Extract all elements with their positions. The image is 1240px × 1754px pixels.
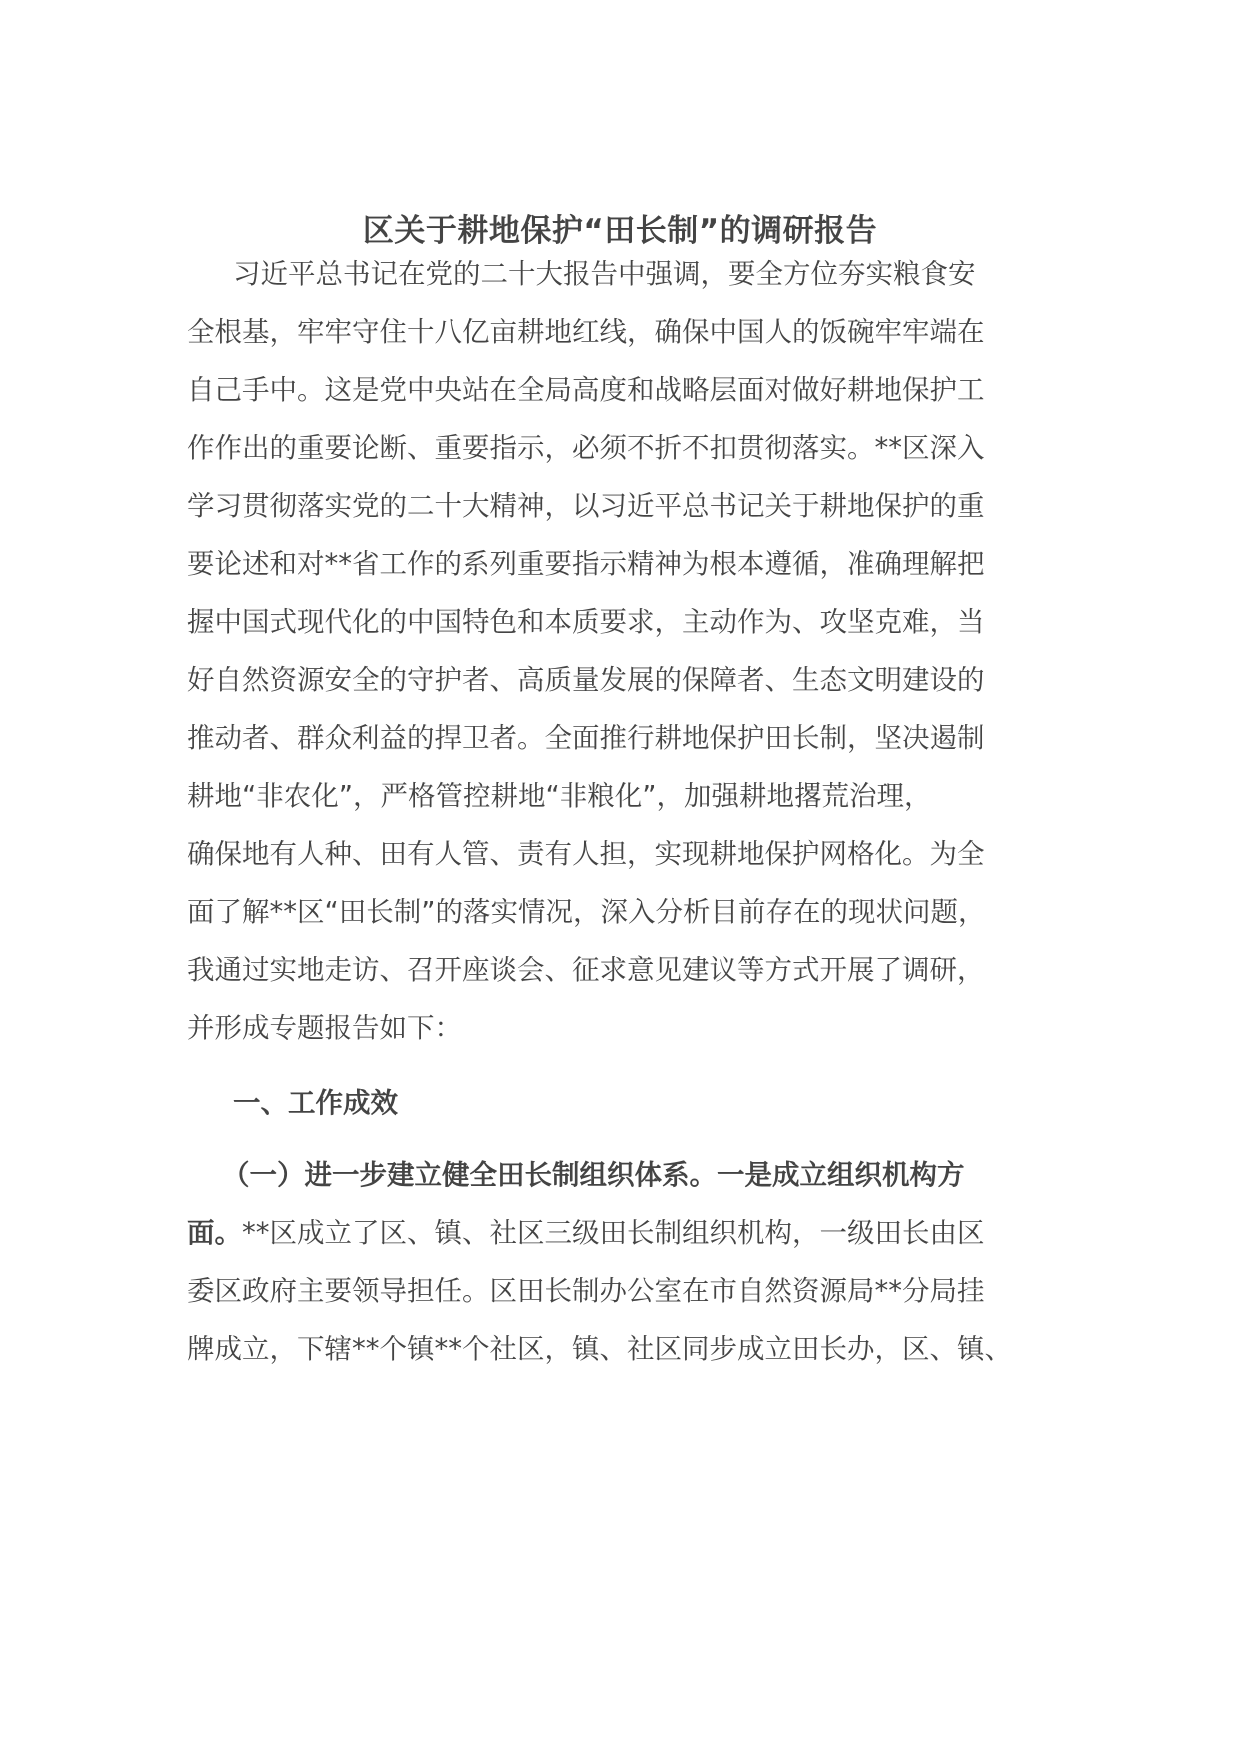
subsection-heading-end: 面。: [187, 1217, 242, 1249]
paragraph-line: 握中国式现代化的中国特色和本质要求，主动作为、攻坚克难，当: [187, 606, 985, 638]
paragraph-line: 确保地有人种、田有人管、责有人担，实现耕地保护网格化。为全: [187, 838, 985, 870]
paragraph-line: 并形成专题报告如下：: [187, 1012, 462, 1044]
paragraph-line: 全根基，牢牢守住十八亿亩耕地红线，确保中国人的饭碗牢牢端在: [187, 316, 985, 348]
paragraph-line: 好自然资源安全的守护者、高质量发展的保障者、生态文明建设的: [187, 664, 985, 696]
section-heading: 一、工作成效: [233, 1087, 398, 1119]
paragraph-line: 自己手中。这是党中央站在全局高度和战略层面对做好耕地保护工: [187, 374, 985, 406]
paragraph-line: 习近平总书记在党的二十大报告中强调，要全方位夯实粮食安: [233, 258, 976, 290]
paragraph-line: 我通过实地走访、召开座谈会、征求意见建议等方式开展了调研，: [187, 954, 985, 986]
paragraph-line: 牌成立，下辖**个镇**个社区，镇、社区同步成立田长办，区、镇、: [187, 1333, 1012, 1365]
paragraph-line: 学习贯彻落实党的二十大精神，以习近平总书记关于耕地保护的重: [187, 490, 985, 522]
paragraph-text: **区成立了区、镇、社区三级田长制组织机构，一级田长由区: [242, 1217, 985, 1249]
paragraph-line: [187, 1215, 985, 1251]
paragraph-line: 耕地“非农化”，严格管控耕地“非粮化”，加强耕地撂荒治理，: [187, 780, 932, 812]
document-title: 区关于耕地保护“田长制”的调研报告: [362, 213, 878, 249]
paragraph-line: 面了解**区“田长制”的落实情况，深入分析目前存在的现状问题，: [187, 896, 986, 928]
subsection-heading: （一）进一步建立健全田长制组织体系。一是成立组织机构方: [222, 1159, 965, 1191]
paragraph-line: 委区政府主要领导担任。区田长制办公室在市自然资源局**分局挂: [187, 1275, 985, 1307]
paragraph-line: 要论述和对**省工作的系列重要指示精神为根本遵循，准确理解把: [187, 548, 985, 580]
paragraph-line: 推动者、群众利益的捍卫者。全面推行耕地保护田长制，坚决遏制: [187, 722, 985, 754]
paragraph-line: 作作出的重要论断、重要指示，必须不折不扣贯彻落实。**区深入: [187, 432, 985, 464]
